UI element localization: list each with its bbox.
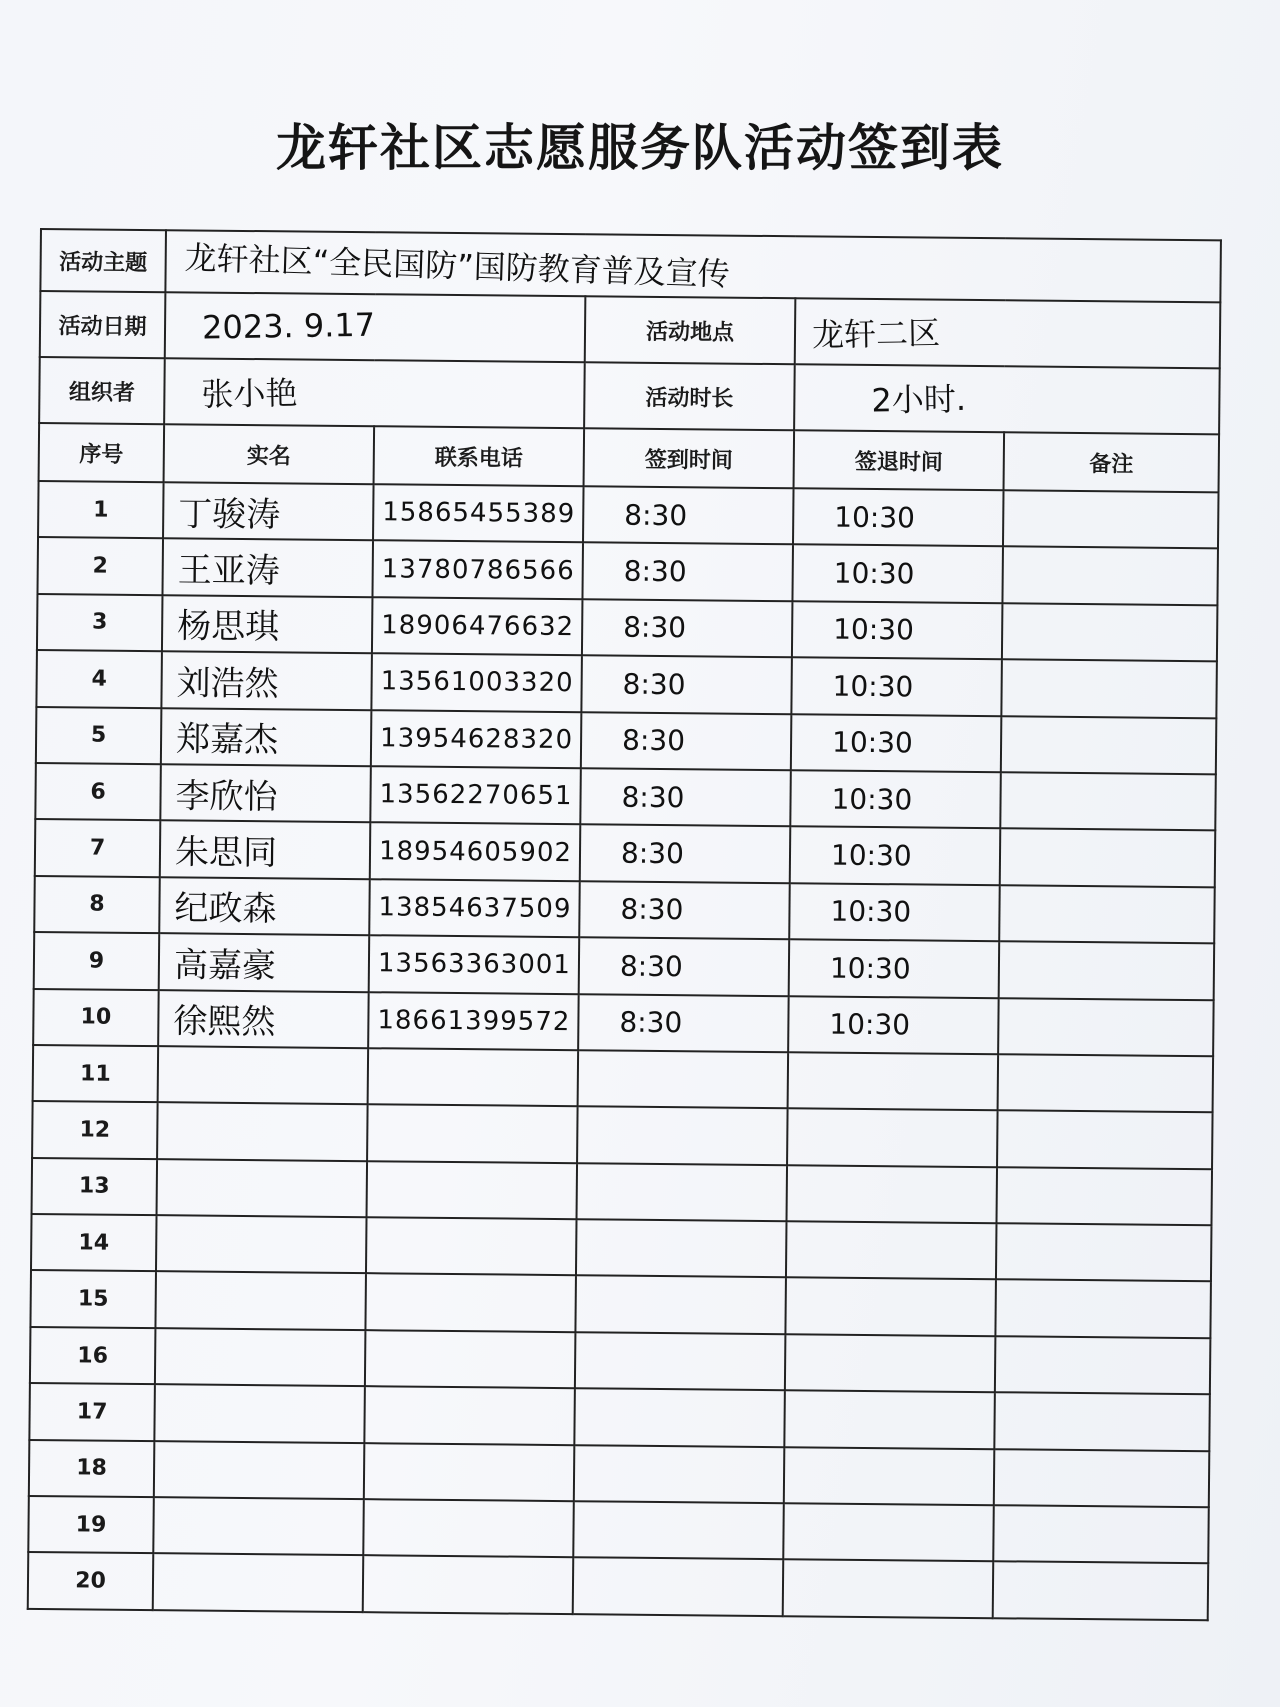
signout-time-cell[interactable]: [788, 1052, 999, 1110]
signin-time-cell[interactable]: [575, 1332, 786, 1390]
name-cell[interactable]: 丁骏涛: [163, 482, 374, 540]
signout-time-cell[interactable]: [787, 1109, 998, 1167]
row-number: 11: [33, 1045, 159, 1103]
name-cell[interactable]: [157, 1159, 368, 1217]
date-label: 活动日期: [40, 291, 166, 358]
signout-time-cell[interactable]: 10:30: [790, 770, 1001, 828]
signout-time-cell[interactable]: [784, 1447, 995, 1505]
name-cell[interactable]: [155, 1328, 366, 1386]
row-number: 18: [29, 1440, 155, 1498]
signin-time-cell[interactable]: [577, 1163, 788, 1221]
name-cell[interactable]: 李欣怡: [160, 764, 371, 822]
phone-cell[interactable]: [368, 1048, 579, 1106]
phone-cell[interactable]: [365, 1330, 576, 1388]
name-cell[interactable]: 杨思琪: [162, 595, 373, 653]
phone-cell[interactable]: [366, 1217, 577, 1275]
name-cell[interactable]: [157, 1102, 368, 1160]
remark-cell[interactable]: [999, 885, 1215, 943]
theme-row: [40, 229, 1221, 302]
row-number: 1: [38, 481, 164, 539]
date-row: [40, 291, 1221, 368]
phone-cell[interactable]: 13561003320: [371, 653, 582, 711]
remark-cell[interactable]: [998, 1054, 1214, 1112]
name-cell[interactable]: 徐熙然: [158, 990, 369, 1048]
remark-cell[interactable]: [999, 941, 1215, 999]
signin-time-cell[interactable]: 8:30: [580, 825, 791, 883]
signout-time-cell[interactable]: [786, 1165, 997, 1223]
signin-time-cell[interactable]: [577, 1106, 788, 1164]
theme-value[interactable]: [165, 230, 1221, 302]
remark-cell[interactable]: [995, 1280, 1211, 1338]
row-number: 15: [30, 1270, 156, 1328]
phone-cell[interactable]: 18661399572: [368, 992, 579, 1050]
remark-cell[interactable]: [995, 1336, 1211, 1394]
name-cell[interactable]: 郑嘉杰: [161, 708, 372, 766]
signout-time-cell[interactable]: 10:30: [792, 601, 1003, 659]
remark-cell[interactable]: [1001, 659, 1217, 717]
duration-value[interactable]: [794, 364, 1220, 434]
remark-cell[interactable]: [1000, 829, 1216, 887]
phone-cell[interactable]: [363, 1499, 574, 1557]
row-number: 9: [34, 932, 160, 990]
signout-time-cell[interactable]: [786, 1221, 997, 1279]
signin-time-cell[interactable]: [574, 1388, 785, 1446]
row-number: 2: [37, 537, 163, 595]
remark-cell[interactable]: [997, 1111, 1213, 1169]
signout-time-cell[interactable]: 10:30: [789, 883, 1000, 941]
phone-header: 联系电话: [374, 426, 585, 486]
signin-time-cell[interactable]: 8:30: [579, 937, 790, 995]
remark-cell[interactable]: [994, 1392, 1210, 1450]
signin-time-cell[interactable]: 8:30: [582, 543, 793, 601]
row-number: 19: [28, 1496, 154, 1554]
signin-time-cell[interactable]: [573, 1558, 784, 1616]
row-number: 10: [33, 988, 159, 1046]
row-number: 6: [35, 763, 161, 821]
date-text: 2023. 9.17: [201, 305, 376, 347]
name-cell[interactable]: [153, 1497, 364, 1555]
signout-time-cell[interactable]: 10:30: [792, 545, 1003, 603]
signout-time-cell[interactable]: [785, 1334, 996, 1392]
phone-cell[interactable]: [367, 1104, 578, 1162]
signin-table: [27, 228, 1222, 1621]
remark-cell[interactable]: [1003, 490, 1219, 548]
organizer-row: [39, 357, 1220, 434]
signin-time-cell[interactable]: [578, 1050, 789, 1108]
signout-time-cell[interactable]: 10:30: [789, 939, 1000, 997]
signout-time-cell[interactable]: 10:30: [793, 488, 1004, 546]
remark-cell[interactable]: [996, 1167, 1212, 1225]
row-number: 3: [37, 594, 163, 652]
signin-time-cell[interactable]: 8:30: [581, 655, 792, 713]
signout-time-cell[interactable]: 10:30: [788, 996, 999, 1054]
table-row: [28, 1552, 1209, 1620]
phone-cell[interactable]: 13780786566: [372, 541, 583, 599]
signout-time-cell[interactable]: [785, 1278, 996, 1336]
signin-time-cell[interactable]: 8:30: [583, 486, 794, 544]
name-cell[interactable]: 朱思同: [160, 821, 371, 879]
name-cell[interactable]: [158, 1046, 369, 1104]
name-cell[interactable]: [154, 1384, 365, 1442]
remark-cell[interactable]: [993, 1505, 1209, 1563]
phone-cell[interactable]: [367, 1161, 578, 1219]
signin-time-cell[interactable]: [574, 1445, 785, 1503]
remark-cell[interactable]: [993, 1562, 1209, 1620]
location-label: 活动地点: [585, 296, 796, 364]
row-number: 14: [31, 1214, 157, 1272]
phone-cell[interactable]: 13954628320: [371, 710, 582, 768]
phone-cell[interactable]: 15865455389: [373, 484, 584, 542]
phone-cell[interactable]: 13562270651: [370, 766, 581, 824]
remark-cell[interactable]: [994, 1449, 1210, 1507]
phone-cell[interactable]: [364, 1443, 575, 1501]
phone-cell[interactable]: 13563363001: [369, 935, 580, 993]
signout-time-cell[interactable]: 10:30: [791, 714, 1002, 772]
signin-time-cell[interactable]: 8:30: [581, 712, 792, 770]
name-header: 实名: [164, 424, 375, 484]
theme-label: 活动主题: [40, 229, 166, 292]
name-cell[interactable]: [154, 1441, 365, 1499]
name-cell[interactable]: [155, 1272, 366, 1330]
row-number: 16: [30, 1327, 156, 1385]
theme-text: 龙轩社区“全民国防”国防教育普及宣传: [184, 238, 731, 294]
phone-cell[interactable]: [365, 1274, 576, 1332]
signout-time-cell[interactable]: [783, 1503, 994, 1561]
row-number: 17: [29, 1383, 155, 1441]
row-number: 20: [28, 1552, 154, 1610]
signout-time-cell[interactable]: 10:30: [791, 657, 1002, 715]
remark-header: 备注: [1004, 432, 1220, 492]
organizer-label: 组织者: [39, 357, 165, 424]
phone-cell[interactable]: 18954605902: [370, 823, 581, 881]
name-cell[interactable]: 王亚涛: [162, 539, 373, 597]
phone-cell[interactable]: 13854637509: [369, 879, 580, 937]
signout-time-cell[interactable]: 10:30: [790, 827, 1001, 885]
signin-time-cell[interactable]: 8:30: [580, 768, 791, 826]
duration-label: 活动时长: [584, 362, 795, 430]
remark-cell[interactable]: [1002, 603, 1218, 661]
phone-cell[interactable]: [364, 1386, 575, 1444]
name-cell[interactable]: [156, 1215, 367, 1273]
name-cell[interactable]: [153, 1554, 364, 1612]
row-number: 7: [35, 819, 161, 877]
remark-cell[interactable]: [998, 998, 1214, 1056]
location-value[interactable]: [795, 298, 1221, 368]
row-number: 5: [36, 707, 162, 765]
organizer-text: 张小艳: [201, 373, 298, 414]
signin-time-cell[interactable]: 8:30: [578, 994, 789, 1052]
signin-time-cell[interactable]: [576, 1219, 787, 1277]
name-cell[interactable]: 高嘉豪: [159, 933, 370, 991]
organizer-value[interactable]: [164, 358, 585, 428]
signout-time-cell[interactable]: [783, 1560, 994, 1618]
location-text: 龙轩二区: [811, 313, 941, 355]
name-cell[interactable]: 纪政森: [159, 877, 370, 935]
row-number: 8: [34, 876, 160, 934]
remark-cell[interactable]: [1001, 716, 1217, 774]
signin-time-cell[interactable]: 8:30: [579, 881, 790, 939]
date-value[interactable]: [165, 292, 586, 362]
signin-header: 签到时间: [584, 428, 795, 488]
duration-text: 2小时.: [871, 379, 967, 420]
row-number: 12: [32, 1101, 158, 1159]
remark-cell[interactable]: [1000, 772, 1216, 830]
signout-time-cell[interactable]: [784, 1390, 995, 1448]
signin-time-cell[interactable]: [573, 1501, 784, 1559]
row-number: 4: [36, 650, 162, 708]
signin-time-cell[interactable]: [575, 1276, 786, 1334]
signin-time-cell[interactable]: 8:30: [582, 599, 793, 657]
remark-cell[interactable]: [996, 1223, 1212, 1281]
name-cell[interactable]: 刘浩然: [161, 651, 372, 709]
remark-cell[interactable]: [1002, 547, 1218, 605]
signout-header: 签退时间: [794, 430, 1005, 490]
phone-cell[interactable]: 18906476632: [372, 597, 583, 655]
phone-cell[interactable]: [363, 1556, 574, 1614]
row-number: 13: [32, 1158, 158, 1216]
sheet-title: 龙轩社区志愿服务队活动签到表: [276, 119, 1004, 177]
seq-header: 序号: [39, 423, 165, 482]
